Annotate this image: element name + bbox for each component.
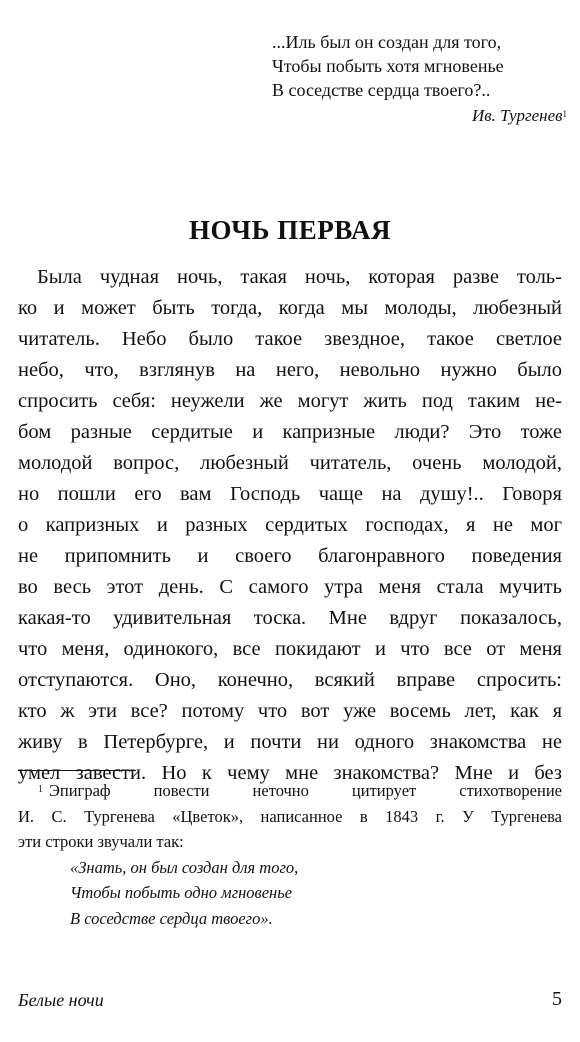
body-line: но пошли его вам Господь чаще на душу!.. Говоря — [18, 483, 562, 505]
epigraph-author-name: Ив. Тургенев — [471, 106, 563, 125]
body-line: читатель. Небо было такое звездное, такое светлое — [18, 328, 562, 350]
epigraph-line: В соседстве сердца твоего?.. — [272, 80, 491, 100]
body-line: умел завести. Но к чему мне знакомства? Мне и без — [18, 762, 562, 784]
footnote-line: эти строки звучали так: — [18, 832, 184, 851]
body-line: бом разные сердитые и капризные люди? Это тоже — [18, 421, 562, 443]
body-line: во весь этот день. С самого утра меня стала мучить — [18, 576, 562, 598]
running-head: Белые ночи — [18, 990, 104, 1010]
body-line: что меня, одинокого, все покидают и что все от меня — [18, 638, 562, 660]
body-line: какая-то удивительная тоска. Мне вдруг показалось, — [18, 607, 562, 629]
epigraph-author — [472, 104, 567, 128]
footnote-divider — [18, 770, 136, 771]
chapter-title: НОЧЬ ПЕРВАЯ — [188, 215, 392, 245]
body-line: молодой вопрос, любезный читатель, очень молодой, — [18, 452, 562, 474]
footnote-quote-line: Чтобы побыть одно мгновенье — [70, 883, 293, 902]
epigraph-line: Чтобы побыть хотя мгновенье — [272, 56, 504, 76]
footnote-marker: 1 — [38, 784, 43, 795]
body-line: отступаются. Оно, конечно, всякий вправе спросить: — [18, 669, 562, 691]
footnote-line — [18, 778, 562, 804]
body-text — [18, 262, 562, 789]
footnote — [18, 778, 562, 931]
epigraph-line: ...Иль был он создан для того, — [272, 32, 502, 52]
page-number: 5 — [552, 988, 562, 1010]
footnote-quote-line: В соседстве сердца твоего». — [70, 908, 273, 928]
footnote-quote-line: «Знать, он был создан для того, — [70, 857, 299, 877]
body-line: живу в Петербурге, и почти ни одного знакомства не — [18, 731, 562, 753]
body-line: Была чудная ночь, такая ночь, которая разве толь- — [37, 266, 562, 288]
body-line: ко и может быть тогда, когда мы молоды, любезный — [18, 297, 562, 319]
footnote-reference: 1 — [562, 109, 567, 119]
body-line: не припомнить и своего благонравного поведения — [18, 545, 562, 567]
body-line: кто ж эти все? потому что вот уже восемь лет, как я — [18, 700, 562, 722]
footnote-line: И. С. Тургенева «Цветок», написанное в 1843 г. У Тургенева — [18, 806, 562, 826]
body-line: спросить себя: неужели же могут жить под таким не- — [18, 390, 562, 412]
body-line: о капризных и разных сердитых господах, я не мог — [18, 514, 562, 536]
body-line: небо, что, взглянув на него, невольно нужно было — [18, 359, 562, 381]
epigraph — [272, 30, 567, 125]
footnote-text: Эпиграф повести неточно цитирует стихотворение — [49, 781, 562, 800]
